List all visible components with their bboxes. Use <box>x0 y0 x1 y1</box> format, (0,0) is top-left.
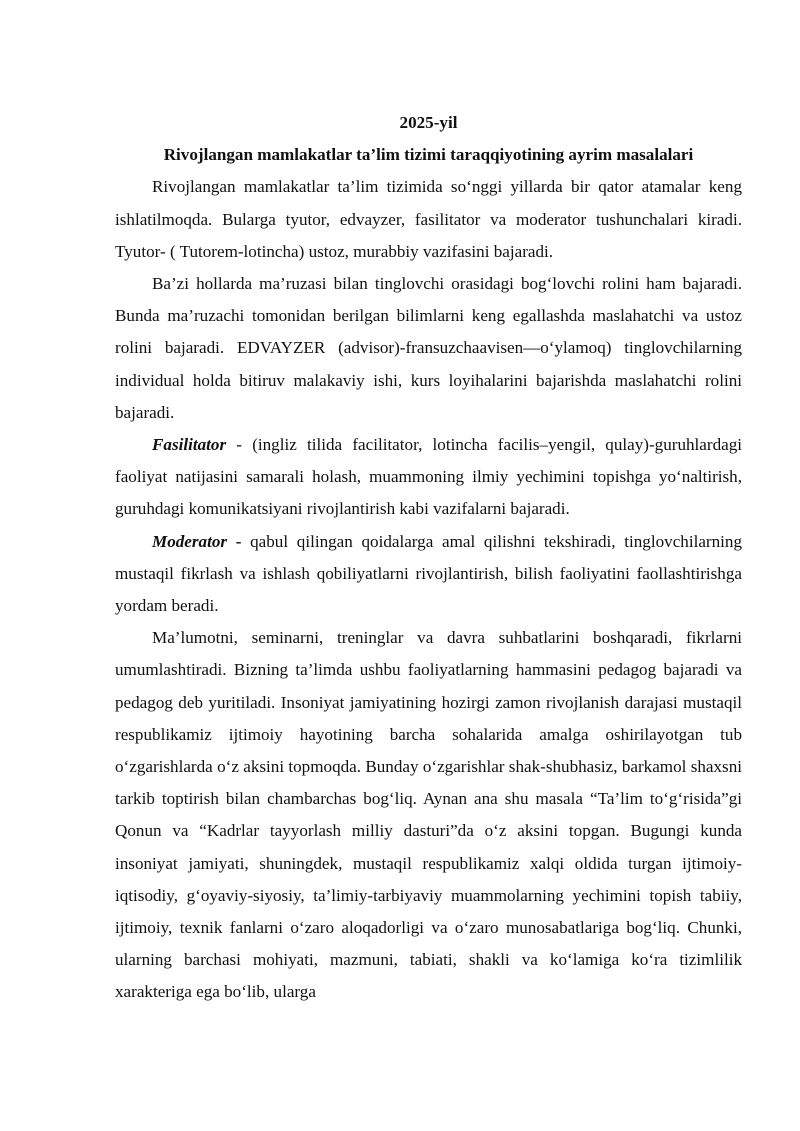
document-page <box>115 107 742 1009</box>
paragraph-advisor-text: Ba’zi hollarda ma’ruzasi bilan tinglovchi orasidagi bog‘lovchi rolini ham bajaradi. Bunda ma’ruzachi tomonidan berilgan bilimlarni keng egallashda maslahatchi va ustoz rolini bajaradi. EDVAYZER (advisor)-fransuzchaavisen—o‘ylamoq) tinglovchilarning individual holda bitiruv malakaviy ishi, kurs loyihalarini bajarishda maslahatchi rolini bajaradi. <box>115 274 742 422</box>
paragraph-facilitator <box>115 429 742 526</box>
term-separator: - <box>235 531 242 551</box>
paragraph-main <box>115 622 742 1008</box>
paragraph-main-text: Ma’lumotni, seminarni, treninglar va davra suhbatlarini boshqaradi, fikrlarni umumlashtiradi. Bizning ta’limda ushbu faoliyatlarning hammasini pedagog bajaradi va pedagog deb yuritiladi. Insoniyat jamiyatining hozirgi zamon rivojlanish darajasi mustaqil respublikamiz ijtimoiy hayotining barcha sohalarida amalga oshirilayotgan tub o‘zgarishlarda o‘z aksini topmoqda. Bunday o‘zgarishlar shak-shubhasiz, barkamol shaxsni tarkib toptirish bilan chambarchas bog‘liq. Aynan ana shu masala “Ta’lim to‘g‘risida”gi Qonun va “Kadrlar tayyorlash milliy dasturi”da o‘z aksini topgan. Bugungi kunda insoniyat jamiyati, shuningdek, mustaqil respublikamiz xalqi oldida turgan ijtimoiy-iqtisodiy, g‘oyaviy-siyosiy, ta’limiy-tarbiyaviy muammolarning yechimini topish tabiiy, ijtimoiy, texnik fanlarni o‘zaro aloqadorligi va o‘zaro munosabatlariga bog‘liq. Chunki, ularning barchasi mohiyati, mazmuni, tabiati, shakli va ko‘lamiga ko‘ra tizimlilik xarakteriga ega bo‘lib, ularga <box>115 628 742 1002</box>
document-title: Rivojlangan mamlakatlar ta’lim tizimi taraqqiyotining ayrim masalalari <box>163 145 694 165</box>
paragraph-facilitator-text: (ingliz tilida facilitator, lotincha facilis–yengil, qulay)-guruhlardagi faoliyat natijasini samarali holash, muammoning ilmiy yechimini topishga yo‘naltirish, guruhdagi komunikatsiyani rivojlantirish kabi vazifalarni bajaradi. <box>115 435 742 519</box>
document-year: 2025-yil <box>399 113 458 132</box>
paragraph-moderator-text: qabul qilingan qoidalarga amal qilishni tekshiradi, tinglovchilarning mustaqil fikrlash va ishlash qobiliyatlarni rivojlantirish, bilish faoliyatini faollashtirishga yordam beradi. <box>115 531 742 616</box>
paragraph-advisor <box>115 268 742 429</box>
term-moderator: Moderator <box>152 531 228 551</box>
term-separator: - <box>236 435 242 455</box>
paragraph-intro <box>115 171 742 268</box>
paragraph-moderator <box>115 526 742 623</box>
paragraph-intro-text: Rivojlangan mamlakatlar ta’lim tizimida so‘nggi yillarda bir qator atamalar keng ishlatilmoqda. Bularga tyutor, edvayzer, fasilitator va moderator tushunchalari kiradi. Tyutor- ( Tutorem-lotincha) ustoz, murabbiy vazifasini bajaradi. <box>115 177 742 261</box>
term-facilitator: Fasilitator <box>152 435 227 455</box>
